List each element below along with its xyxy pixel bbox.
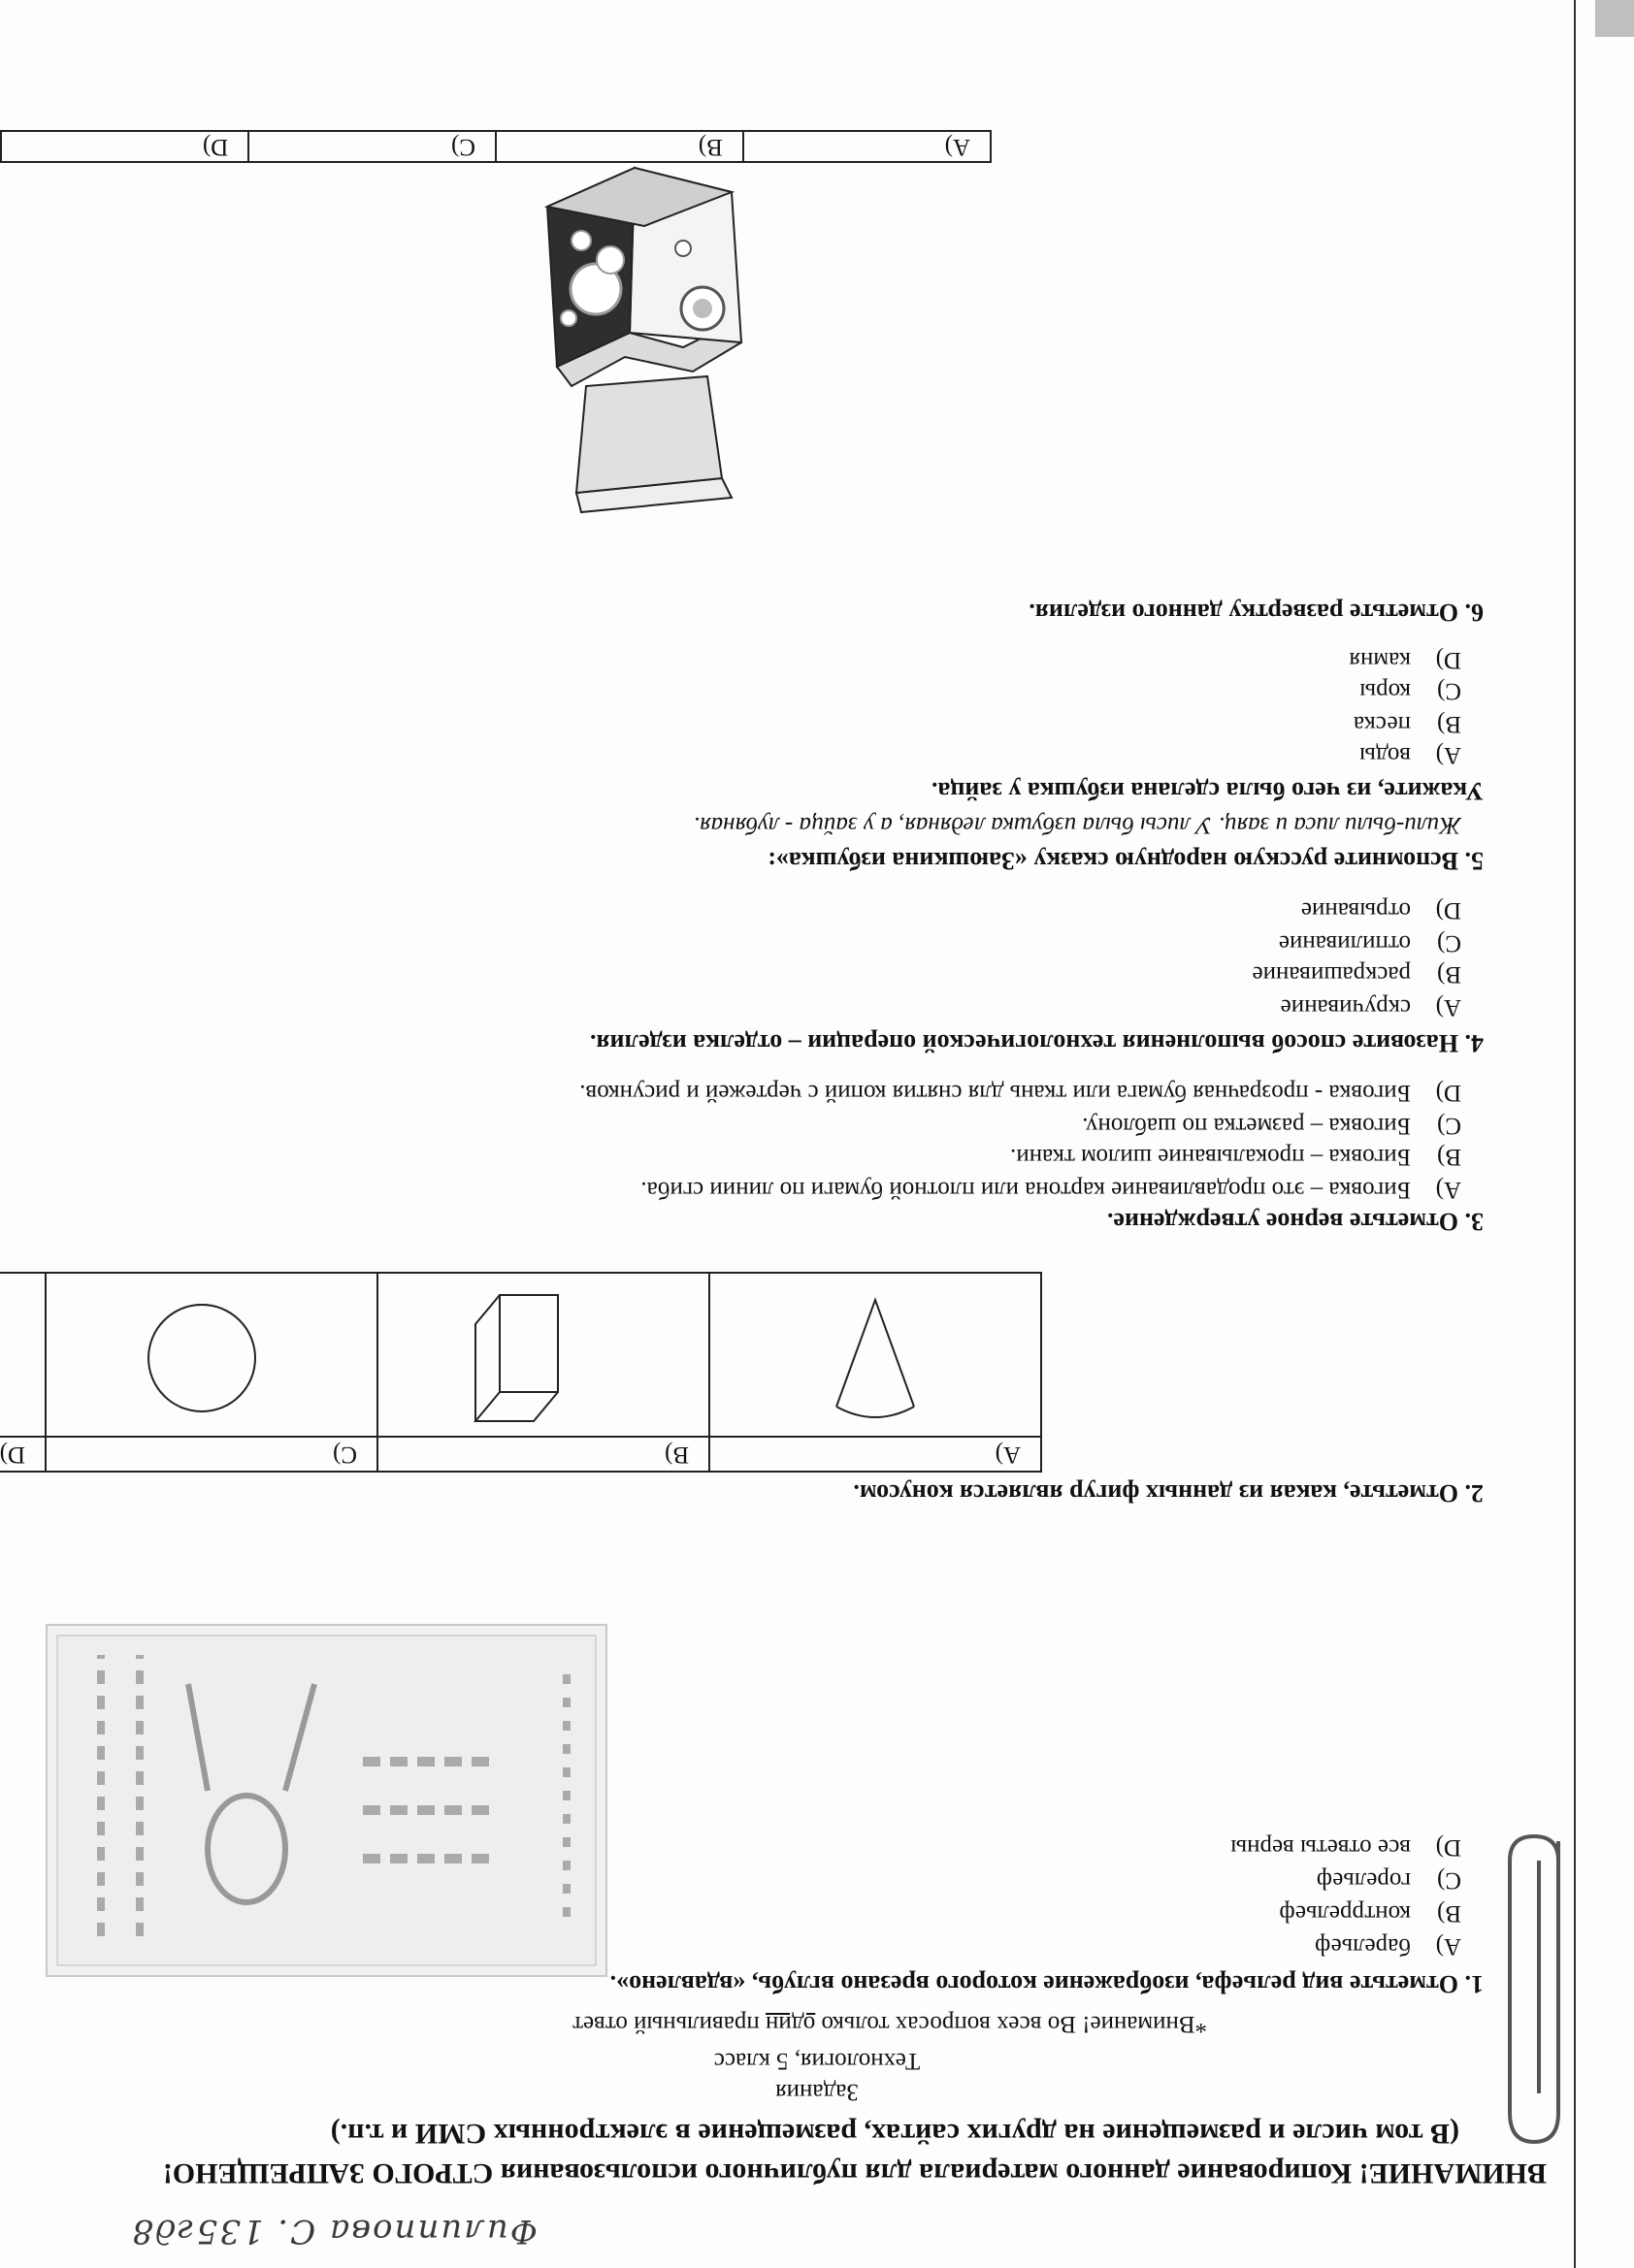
q3-option-a-letter: A): [1435, 1177, 1461, 1203]
q5-option-c-letter: C): [1437, 678, 1461, 704]
q1-option-c-text: горельеф: [1316, 1867, 1411, 1894]
prism-icon: [378, 1280, 689, 1436]
note: [572, 2010, 1207, 2037]
question-2: 2. Отметьте, какая из данных фигур является конусом.: [853, 1479, 1484, 1507]
q3-option-a[interactable]: [640, 1176, 1461, 1203]
q1-option-b[interactable]: [1279, 1899, 1461, 1927]
question-1: 1. Отметьте вид рельефа, изображение которого врезано вглубь, «вдавлено».: [609, 1970, 1484, 1998]
q5-option-c-text: коры: [1359, 678, 1411, 704]
q2-cell-c[interactable]: C): [46, 1437, 377, 1472]
q6-cell-d[interactable]: D): [1, 131, 248, 162]
q2-figure-a[interactable]: [709, 1273, 1041, 1437]
q2-figure-b[interactable]: [377, 1273, 709, 1437]
question-3: 3. Отметьте верное утверждение.: [1106, 1208, 1484, 1236]
q3-option-c[interactable]: [1082, 1112, 1461, 1139]
q4-option-c[interactable]: [1279, 929, 1461, 956]
q1-option-c[interactable]: [1317, 1866, 1461, 1894]
subject: Технология, 5 класс: [713, 2048, 921, 2074]
q5-option-d-text: камня: [1349, 647, 1411, 673]
q3-option-b[interactable]: [1010, 1143, 1461, 1170]
q2-options-table: [0, 1272, 1042, 1473]
q5-option-b[interactable]: [1354, 710, 1461, 737]
q2-cell-d[interactable]: D): [0, 1437, 46, 1472]
q1-option-b-letter: B): [1437, 1900, 1461, 1927]
q5-option-b-text: песка: [1353, 711, 1411, 737]
q6-cell-a[interactable]: A): [743, 131, 991, 162]
q2-cell-a[interactable]: A): [709, 1437, 1041, 1472]
q2-figure-d[interactable]: [0, 1273, 46, 1437]
page-corner: [1595, 0, 1634, 37]
q6-options-table: [0, 130, 992, 163]
triangle-icon: [0, 1280, 25, 1436]
question-4: 4. Назовите способ выполнения технологической операции – отделка изделия.: [589, 1029, 1484, 1057]
q5-option-d-letter: D): [1435, 647, 1461, 673]
box-product-image: [450, 144, 877, 551]
q2-cell-b[interactable]: B): [377, 1437, 709, 1472]
q3-option-c-text: Биговка – разметка по шаблону.: [1082, 1113, 1411, 1139]
q4-option-d-text: отрывание: [1300, 897, 1411, 923]
q5-option-a[interactable]: [1359, 741, 1461, 768]
q1-option-a-text: барельеф: [1315, 1933, 1411, 1960]
circle-icon: [47, 1280, 357, 1436]
q4-option-c-letter: C): [1437, 930, 1461, 956]
q4-option-d-letter: D): [1435, 897, 1461, 923]
page-title: Задания: [775, 2079, 859, 2105]
q5-subtext: Укажите, из чего была сделана избушка у зайца.: [931, 777, 1484, 805]
q1-option-d[interactable]: [1230, 1833, 1461, 1861]
q1-option-d-text: все ответы верны: [1230, 1834, 1411, 1861]
q2-figure-c[interactable]: [46, 1273, 377, 1437]
question-6: 6. Отметьте развертку данного изделия.: [1029, 599, 1484, 627]
q5-option-c[interactable]: [1359, 677, 1461, 704]
q5-option-a-letter: A): [1435, 742, 1461, 768]
q4-option-d[interactable]: [1301, 896, 1461, 923]
handwritten-name: Филиппова С. 135гд8: [130, 2212, 538, 2251]
warning-line-1: ВНИМАНИЕ! Копирование данного материала для публичного использования СТРОГО ЗАПРЕЩЕНО!: [162, 2157, 1547, 2189]
note-suffix: правильный ответ: [572, 2011, 766, 2037]
q1-option-b-text: контррельеф: [1279, 1900, 1411, 1927]
q3-option-a-text: Биговка – это продавливание картона или плотной бумаги по линии сгиба.: [640, 1177, 1411, 1203]
q5-option-b-letter: B): [1437, 711, 1461, 737]
relief-image: [46, 1624, 607, 1977]
q6-cell-b[interactable]: B): [496, 131, 743, 162]
q5-option-d[interactable]: [1349, 646, 1461, 673]
q4-option-a-text: скручивание: [1280, 994, 1411, 1021]
note-prefix: *Внимание! Во всех вопросах только: [815, 2011, 1207, 2037]
q1-option-d-letter: D): [1435, 1834, 1461, 1861]
warning-line-2: (В том числе и размещение на других сайтах, размещение в электронных СМИ и т.п.): [330, 2118, 1459, 2150]
q5-quote: Жили-были лиса и заяц. У лисы была избушка ледяная, а у зайца - лубяная.: [693, 812, 1461, 838]
q3-option-d[interactable]: [579, 1079, 1461, 1106]
q3-option-d-text: Биговка - прозрачная бумага или ткань для снятия копий с чертежей и рисунков.: [579, 1080, 1411, 1106]
q4-option-c-text: отпиливание: [1278, 930, 1411, 956]
q4-option-b[interactable]: [1253, 960, 1462, 988]
q4-option-b-letter: B): [1437, 961, 1461, 988]
q3-option-b-text: Биговка – прокалывание шилом ткани.: [1010, 1144, 1411, 1170]
q3-option-d-letter: D): [1435, 1080, 1461, 1106]
q4-option-b-text: раскрашивание: [1252, 961, 1411, 988]
q4-option-a-letter: A): [1435, 994, 1461, 1021]
q1-option-a-letter: A): [1435, 1933, 1461, 1960]
question-5: 5. Вспомните русскую народную сказку «Заюшкина избушка»:: [768, 847, 1484, 875]
q3-option-c-letter: C): [1437, 1113, 1461, 1139]
q1-option-c-letter: C): [1437, 1867, 1461, 1894]
q3-option-b-letter: B): [1437, 1144, 1461, 1170]
q6-cell-c[interactable]: C): [248, 131, 496, 162]
cone-icon: [710, 1280, 1021, 1436]
note-underlined: один: [765, 2011, 816, 2037]
q1-option-a[interactable]: [1315, 1932, 1461, 1960]
q4-option-a[interactable]: [1281, 993, 1461, 1021]
q5-option-a-text: воды: [1359, 742, 1411, 768]
